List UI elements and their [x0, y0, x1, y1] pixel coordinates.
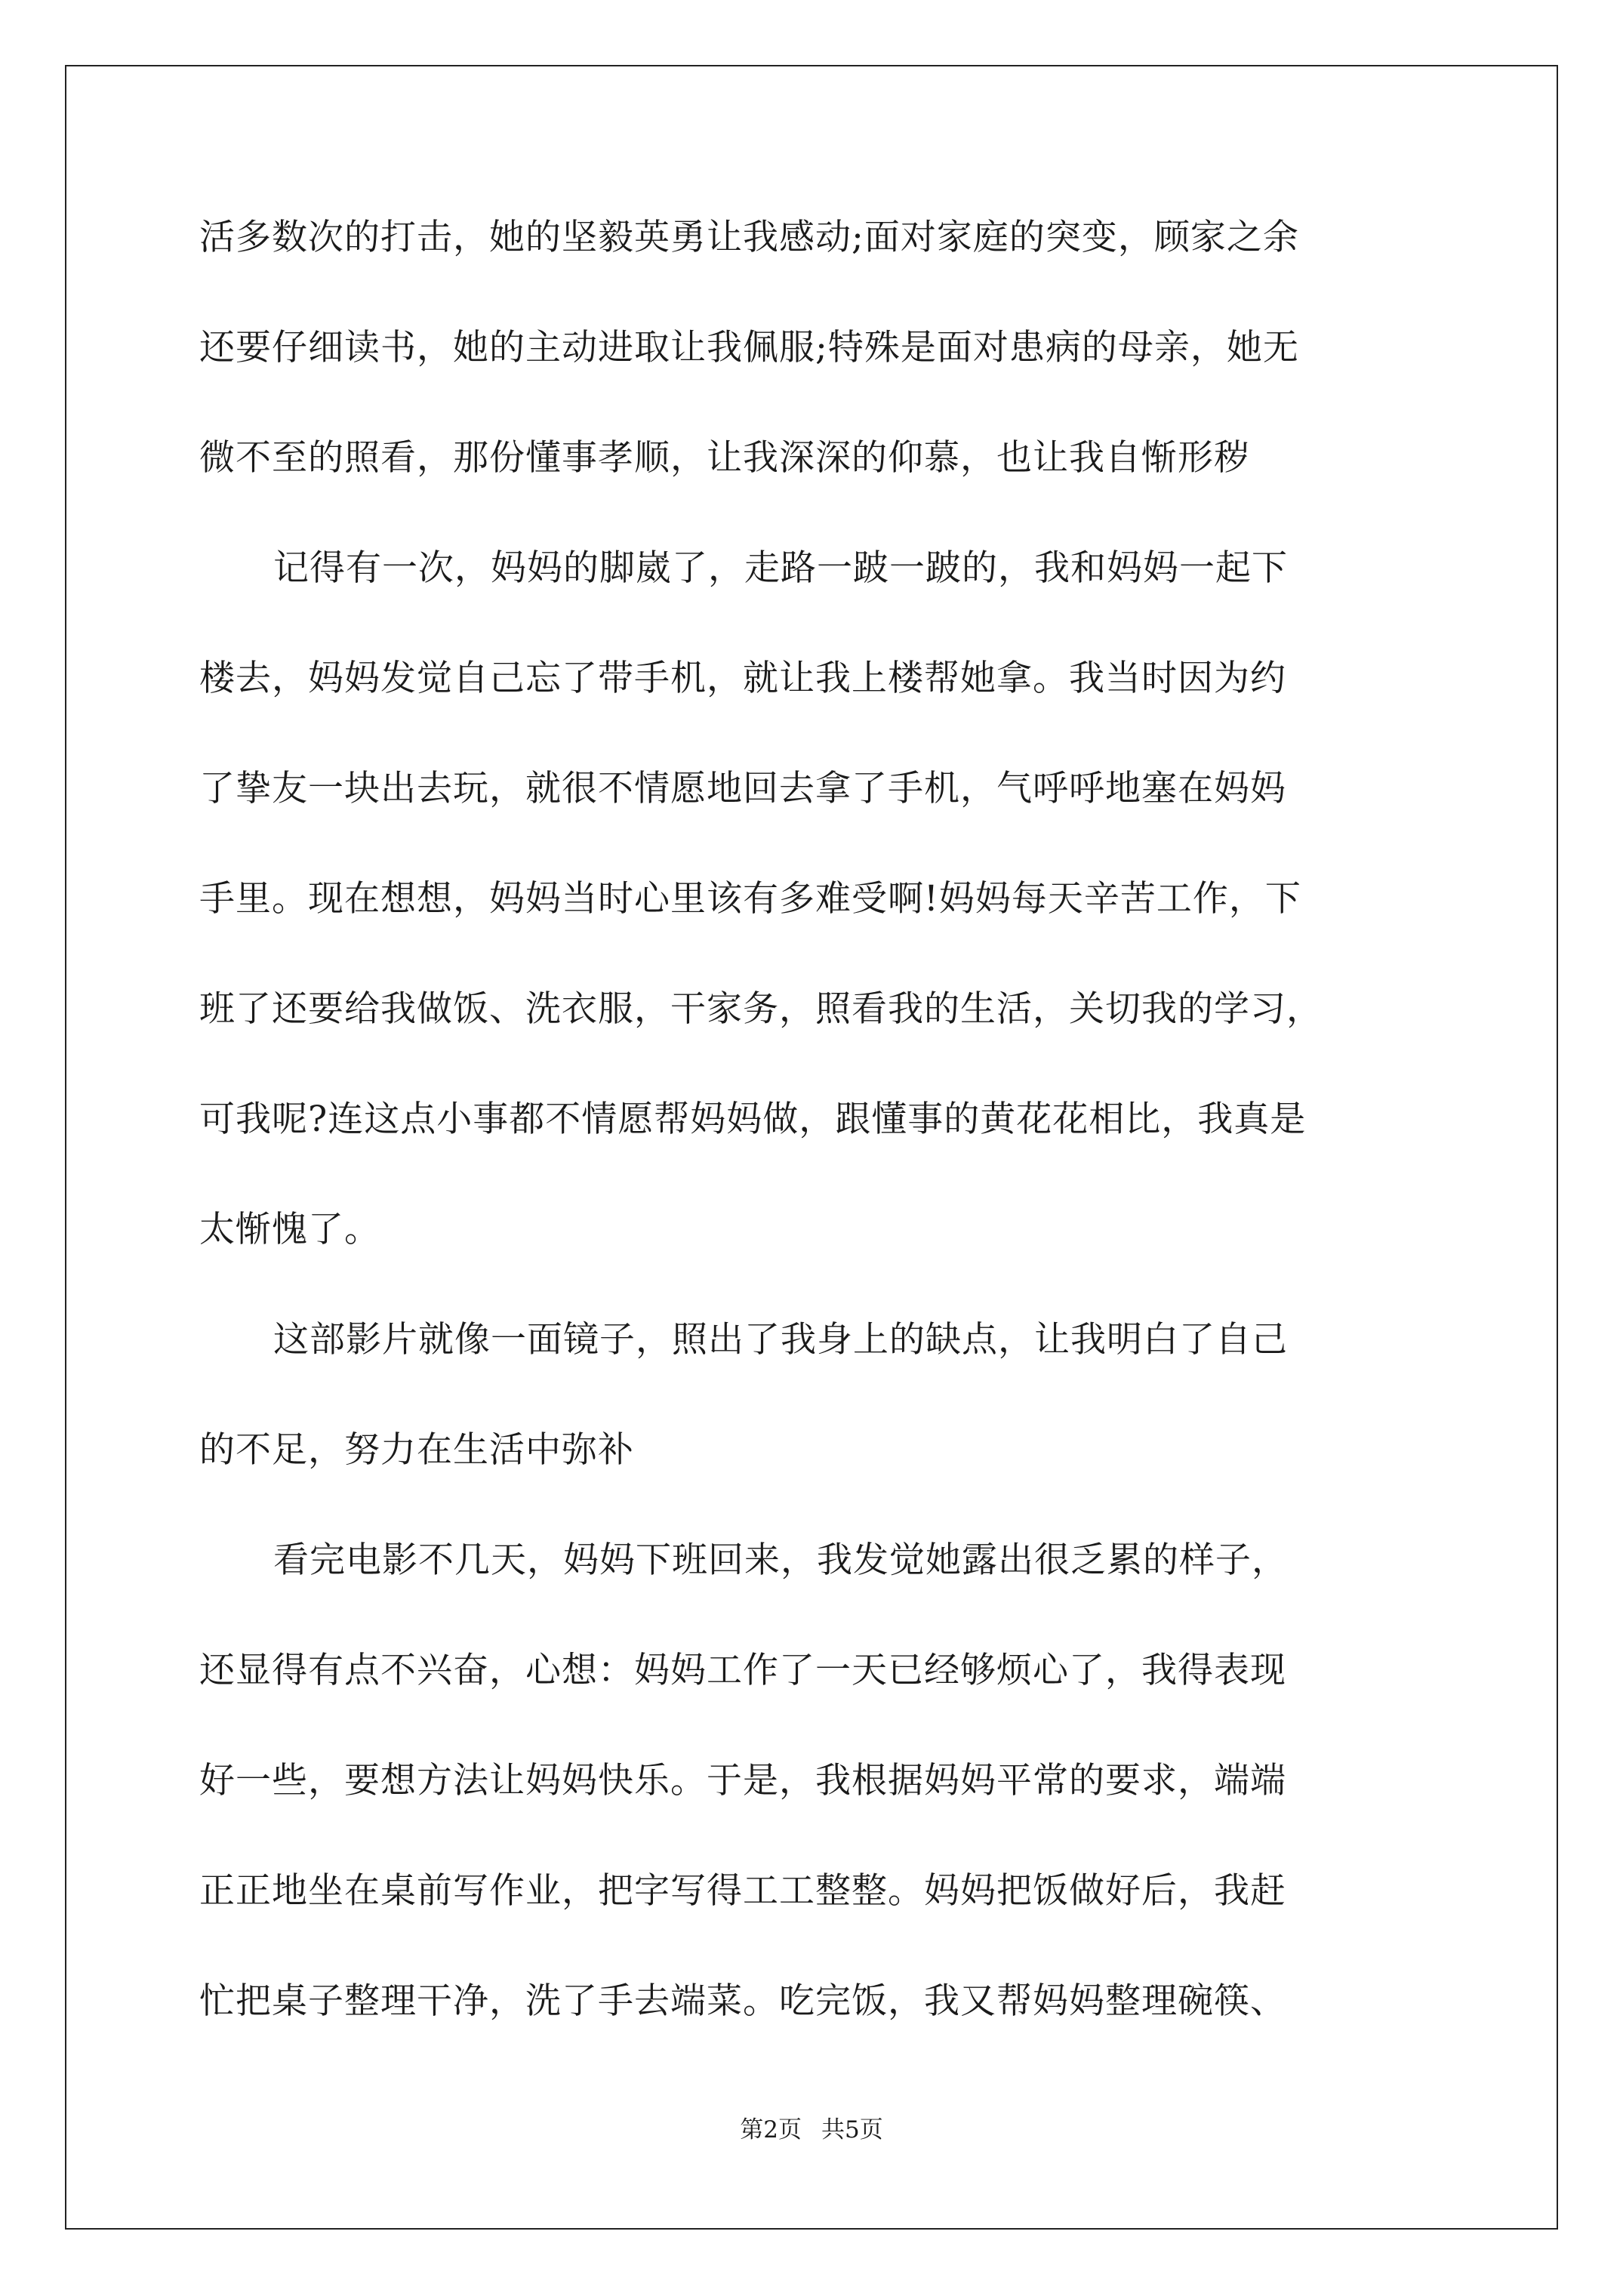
paragraph-first-line: 这部影片就像一面镜子，照出了我身上的缺点，让我明白了自己 [273, 1319, 1288, 1361]
page-number: 第2页 [740, 2116, 802, 2143]
paragraph-first-line: 记得有一次，妈妈的脚崴了，走路一跛一跛的，我和妈妈一起下 [273, 547, 1288, 589]
text-line: 的不足，努力在生活中弥补 [199, 1429, 634, 1471]
text-line: 微不至的照看，那份懂事孝顺，让我深深的仰慕，也让我自惭形秽 [199, 437, 1250, 479]
text-line: 可我呢?连这点小事都不情愿帮妈妈做，跟懂事的黄花花相比，我真是 [199, 1099, 1307, 1140]
page-total: 共5页 [821, 2116, 883, 2143]
text-line: 楼去，妈妈发觉自己忘了带手机，就让我上楼帮她拿。我当时因为约 [199, 658, 1286, 699]
text-line: 活多数次的打击，她的坚毅英勇让我感动;面对家庭的突变，顾家之余 [199, 217, 1299, 258]
document-body [199, 211, 1430, 2085]
text-line: 了挚友一块出去玩，就很不情愿地回去拿了手机，气呼呼地塞在妈妈 [199, 768, 1286, 809]
paragraph-first-line: 看完电影不几天，妈妈下班回来，我发觉她露出很乏累的样子， [273, 1539, 1288, 1581]
text-line: 还显得有点不兴奋，心想：妈妈工作了一天已经够烦心了，我得表现 [199, 1650, 1286, 1691]
text-line: 忙把桌子整理干净，洗了手去端菜。吃完饭，我又帮妈妈整理碗筷、 [199, 1980, 1286, 2022]
text-line: 正正地坐在桌前写作业，把字写得工工整整。妈妈把饭做好后，我赶 [199, 1870, 1286, 1912]
text-line: 手里。现在想想，妈妈当时心里该有多难受啊!妈妈每天辛苦工作，下 [199, 878, 1301, 920]
text-line: 太惭愧了。 [199, 1209, 380, 1250]
text-line: 班了还要给我做饭、洗衣服，干家务，照看我的生活，关切我的学习， [199, 988, 1323, 1030]
text-line: 还要仔细读书，她的主动进取让我佩服;特殊是面对患病的母亲，她无 [199, 327, 1299, 368]
page-footer [0, 2110, 1623, 2144]
text-line: 好一些，要想方法让妈妈快乐。于是，我根据妈妈平常的要求，端端 [199, 1760, 1286, 1801]
